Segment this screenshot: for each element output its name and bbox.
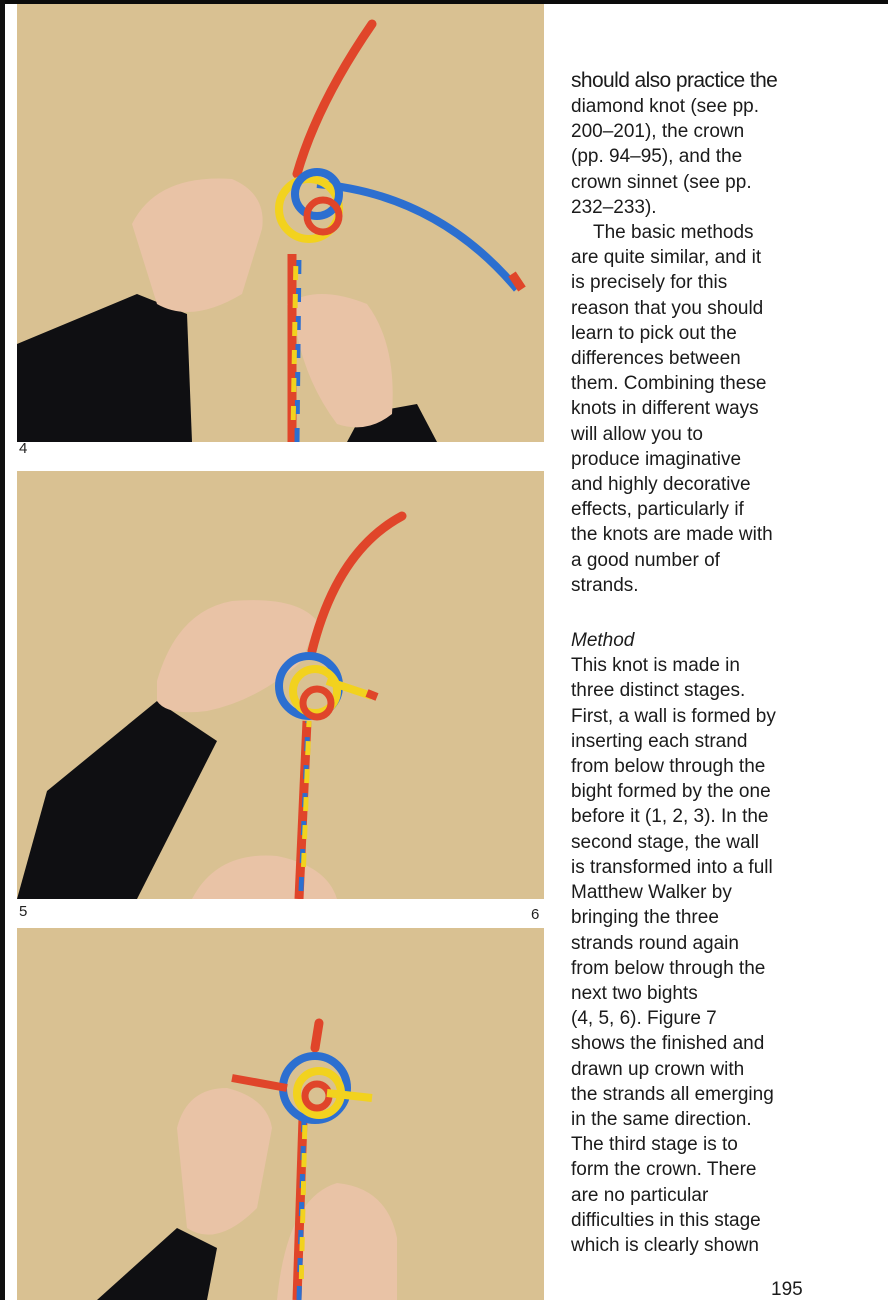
text-line: knots in different ways (571, 398, 759, 420)
text-line: the strands all emerging (571, 1083, 774, 1105)
text-line: effects, particularly if (571, 499, 744, 521)
text-line: which is clearly shown (571, 1234, 759, 1256)
second-paragraph (571, 220, 871, 598)
text-line: and highly decorative (571, 474, 751, 496)
text-line: inserting each strand (571, 730, 748, 752)
text-line: learn to pick out the (571, 322, 737, 344)
page-number: 195 (771, 1279, 803, 1300)
text-line: (pp. 94–95), and the (571, 146, 743, 168)
text-line: diamond knot (see pp. (571, 96, 760, 117)
text-line: them. Combining these (571, 373, 767, 395)
text-line: from below through the (571, 957, 766, 979)
text-line: next two bights (571, 982, 698, 1004)
text-line: The basic methods (593, 222, 754, 244)
text-line: crown sinnet (see pp. (571, 171, 752, 193)
text-line: strands round again (571, 932, 739, 954)
method-paragraph (571, 653, 871, 1258)
text-line: are quite similar, and it (571, 247, 762, 269)
text-line: from below through the (571, 756, 766, 778)
text-line: difficulties in this stage (571, 1209, 761, 1231)
figure-label-5: 5 (19, 903, 28, 920)
knot-photo-step-7 (17, 928, 544, 1300)
lead-line: should also practice the (571, 69, 778, 92)
text-line: differences between (571, 348, 741, 370)
text-line: 232–233). (571, 196, 657, 218)
text-line: (4, 5, 6). Figure 7 (571, 1008, 717, 1030)
text-line: will allow you to (571, 423, 703, 445)
method-heading: Method (571, 630, 635, 652)
text-line: The third stage is to (571, 1134, 738, 1156)
figure-label-6: 6 (531, 906, 540, 923)
text-line: This knot is made in (571, 655, 740, 677)
text-line: are no particular (571, 1184, 709, 1206)
knot-illustration-7 (17, 928, 544, 1300)
knot-illustration-4 (17, 4, 544, 442)
knot-photo-step-5 (17, 471, 544, 899)
text-line: a good number of (571, 549, 720, 571)
intro-paragraph (571, 68, 871, 220)
text-line: 200–201), the crown (571, 121, 745, 143)
text-line: Matthew Walker by (571, 882, 732, 904)
text-line: produce imaginative (571, 448, 742, 470)
knot-illustration-5 (17, 471, 544, 899)
text-line: second stage, the wall (571, 831, 760, 853)
text-line: shows the finished and (571, 1033, 765, 1055)
text-line: is precisely for this (571, 272, 728, 294)
text-line: form the crown. There (571, 1159, 757, 1181)
text-line: before it (1, 2, 3). In the (571, 806, 769, 828)
text-line: bringing the three (571, 907, 719, 929)
text-line: in the same direction. (571, 1108, 752, 1130)
text-line: the knots are made with (571, 524, 773, 546)
text-line: First, a wall is formed by (571, 705, 776, 727)
text-line: reason that you should (571, 297, 764, 319)
figure-label-4: 4 (19, 440, 28, 457)
page-left-edge (0, 0, 5, 1300)
text-line: bight formed by the one (571, 781, 771, 803)
body-text-column (571, 68, 871, 1258)
text-line: drawn up crown with (571, 1058, 745, 1080)
text-line: is transformed into a full (571, 856, 773, 878)
knot-photo-step-4 (17, 4, 544, 442)
text-line: strands. (571, 574, 639, 596)
text-line: three distinct stages. (571, 680, 746, 702)
